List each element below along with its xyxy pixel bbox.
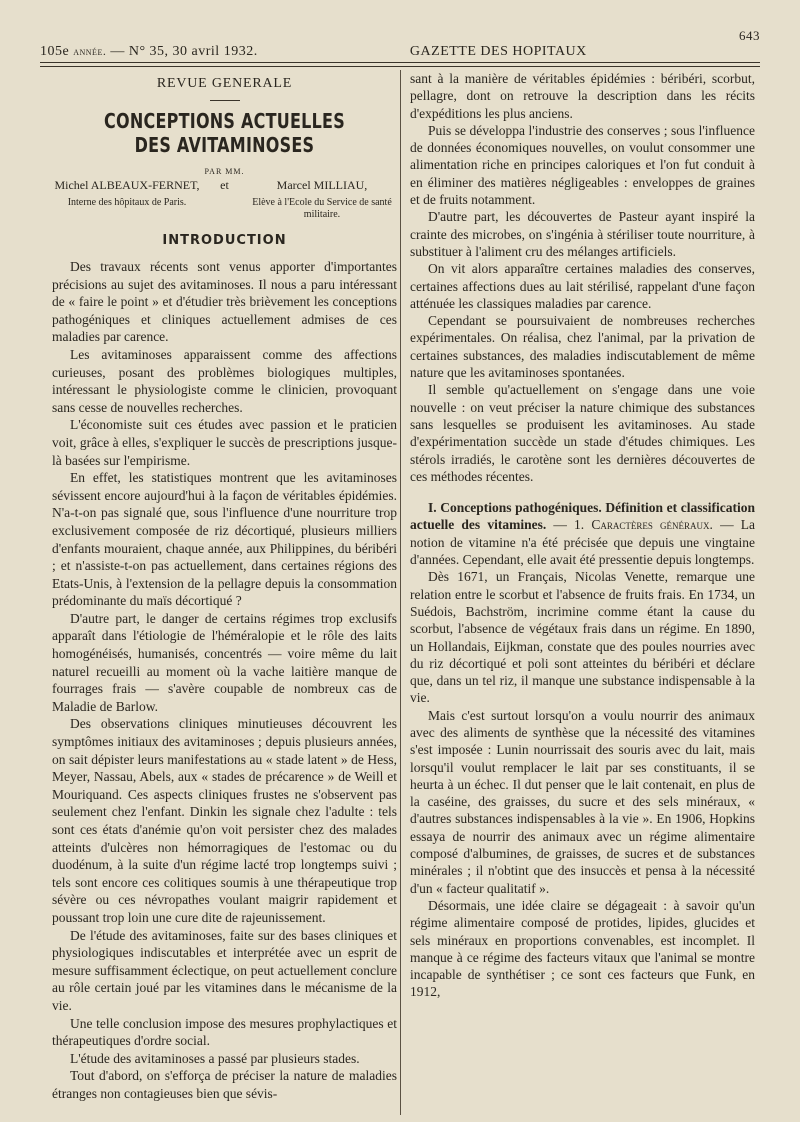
paragraph: Les avitaminoses apparaissent comme des affections curieuses, posant des problèmes biologiques multiples, intéressant le physiologiste comme le clinicien, provoquant sans cesse de nouvelles recherches. <box>52 346 397 415</box>
paragraph: D'autre part, le danger de certains régimes trop exclusifs apparaît dans l'étiologie de l'héméralopie et le rôle des laits homogénéisés, humanisés, concentrés — voire même du lait naturel recueilli au moment où la vache laitière manque de fourrages frais — s'avère coupable de nombreux cas de Maladie de Barlow. <box>52 610 397 714</box>
paragraph: L'étude des avitaminoses a passé par plusieurs stades. <box>70 1050 360 1066</box>
section-1-intro <box>410 499 755 568</box>
right-column <box>410 70 755 1001</box>
section-1-title: I. Conceptions pathogéniques. Définition et classification actuelle des vitamines. <box>410 500 755 533</box>
paragraph: Puis se développa l'industrie des conserves ; sous l'influence de données économiques nouvelles, on voulut consommer une alimentation riche en principes caloriques et l'on fut conduit à en éliminer des matières négligeables : enveloppes de graines et de fruits notamment. <box>410 122 755 208</box>
header-issue <box>40 44 258 60</box>
author-1-name: Michel ALBEAUX-FERNET, <box>54 178 200 192</box>
left-body <box>52 258 397 1103</box>
paragraph: On vit alors apparaître certaines maladies des conserves, certaines affections dues au lait stérilisé, rappelant d'une façon atténuée les classiques maladies par carence. <box>410 261 755 311</box>
paragraph: sant à la manière de véritables épidémies : béribéri, scorbut, pellagre, dont on retrouve la description dans les récits d'expéditions les plus anciens. <box>410 71 755 121</box>
header-volume: 105e <box>40 44 70 59</box>
paragraph: L'économiste suit ces études avec passion et le praticien voit, grâce à elles, s'expliquer le succès de prescriptions jusque-là basées sur l'empirisme. <box>52 417 397 468</box>
paragraph: Des travaux récents sont venus apporter d'importantes précisions au sujet des avitaminoses. Il nous a paru intéressant de « faire le point » et d'étudier très brièvement les conceptions pathogéniques et cliniques actuellement admises de ces maladies par carence. <box>52 259 397 345</box>
author-1 <box>52 178 202 221</box>
running-header <box>40 26 760 60</box>
author-2 <box>247 178 397 221</box>
header-rule-thick <box>40 62 760 63</box>
header-journal: GAZETTE DES HOPITAUX <box>409 44 587 59</box>
author-2-affiliation: Elève à l'Ecole du Service de santé militaire. <box>252 197 392 220</box>
left-column <box>52 70 397 1103</box>
section-1-lead: La notion de vitamine n'a été précisée que depuis une vingtaine d'années. Cependant, elle avait été pressentie depuis longtemps. <box>410 517 755 568</box>
paragraph: Cependant se poursuivaient de nombreuses recherches expérimentales. On réalisa, chez l'animal, par la privation de certaines substances, des maladies indiscutablement de même nature que les avitaminoses spontanées. <box>410 313 755 381</box>
author-2-name: Marcel MILLIAU, <box>276 178 368 192</box>
paragraph: Il semble qu'actuellement on s'engage dans une voie nouvelle : on veut préciser la nature chimique des substances sans lesquelles se produisent les avitaminoses. Au stade d'expérimentation succède un stade d'études chimiques. Les stérols irradiés, le carotène sont les dernières découvertes de ces méthodes récentes. <box>410 382 755 484</box>
author-conjunction: et <box>220 178 229 192</box>
by-label: PAR MM. <box>204 167 245 176</box>
article-title: CONCEPTIONS ACTUELLES DES AVITAMINOSES <box>104 109 345 157</box>
paragraph: De l'étude des avitaminoses, faite sur des bases cliniques et physiologiques indiscutables et interprétée avec un esprit de mesure suffisamment éclectique, on peut actuellement conclure au rôle certain joué par les vitamines dans le mécanisme de la vie. <box>52 927 397 1013</box>
paragraph: Une telle conclusion impose des mesures prophylactiques et thérapeutiques d'ordre social. <box>52 1015 397 1049</box>
section-spacer <box>410 485 755 499</box>
column-divider <box>400 70 401 1115</box>
section-label: REVUE GENERALE <box>156 76 293 91</box>
paragraph: Mais c'est surtout lorsqu'on a voulu nourrir des animaux avec des aliments de synthèse que la nécessité des vitamines s'est imposée : Lunin nourrissait des souris avec du lait, mais lorsqu'il voulut remplacer le lait par ses constituants, il se heurta à un échec. Il dut penser que le lait contenait, en plus de la caséine, des graisses, du sucre et des sels minéraux, « d'autres substances indispensables à la vie ». En 1906, Hopkins essaya de nourrir des animaux avec un régime alimentaire composé d'albumines, de graisses, de sucres et de substances minérales ; il n'obtint que des insuccès et pensa à la nécessité d'un « facteur qualitatif ». <box>410 707 755 896</box>
page-number: 643 <box>739 28 760 43</box>
title-rule <box>210 100 240 101</box>
paragraph: En effet, les statistiques montrent que les avitaminoses sévissent encore aujourd'hui à la façon de véritables épidémies. N'a-t-on pas signalé que, sous l'influence d'une nourriture trop exclusivement composée de riz décortiqué, plusieurs milliers d'enfants mouraient, chaque année, aux Philippines, du béribéri ; et n'assiste-t-on pas actuellement, dans certaines régions des Etats-Unis, à l'extension de la pellagre depuis la consommation prédominante du maïs décortiqué ? <box>52 470 397 609</box>
authors-block <box>52 178 397 221</box>
header-issue-date: — N° 35, 30 avril 1932. <box>110 44 258 59</box>
paragraph: Des observations cliniques minutieuses découvrent les symptômes initiaux des avitaminoses ; depuis plusieurs années, on sait dépister leurs manifestations au « stade latent » de Hess, Meyer, Nassau, Abels, aux « stades de précarence » de Weill et Mouriquand. Ces aspects cliniques frustes ne s'observent pas seulement chez l'enfant. Dinkin les signale chez l'adulte : tels sont ces états d'anémie qu'on voit persister chez des malades atteints d'ulcères non hémorragiques de l'estomac ou du duodénum, à la suite d'un régime lacté trop longtemps suivi ; tels sont encore ces colitiques soumis à une thérapeutique trop sévère ou ces névropathes voulant maigrir rapidement et poussant trop loin une cure dite de rajeunissement. <box>52 716 397 925</box>
author-1-affiliation: Interne des hôpitaux de Paris. <box>67 197 187 208</box>
paragraph: D'autre part, les découvertes de Pasteur ayant inspiré la crainte des microbes, on s'ingénia à stériliser toute nourriture, à substituer à l'aliment cru des mélanges artificiels. <box>410 209 755 259</box>
introduction-heading: INTRODUCTION <box>162 233 287 248</box>
header-rule-thin <box>40 66 760 67</box>
paragraph: Dès 1671, un Français, Nicolas Venette, remarque une relation entre le scorbut et l'absence de fruits frais. En 1734, un Suédois, Bachström, incrimine comme étant la cause du scorbut, l'absence de végétaux frais dans un régime. En 1890, un Hollandais, Eijkman, constate que des poules nourries avec du riz décortiqué et poli sont atteintes du béribéri et déclare que, dans un tel riz, il manque une substance indispensable à la vie. <box>410 569 755 706</box>
section-1-subsection: — 1. Caractères généraux. — <box>553 517 734 533</box>
paragraph: Tout d'abord, on s'efforça de préciser la nature de maladies étranges non contagieuses bien que sévis- <box>52 1068 397 1101</box>
paragraph: Désormais, une idée claire se dégageait : à savoir qu'un régime alimentaire composé de protides, lipides, glucides et sels minéraux en proportions convenables, est incomplet. Il manque à ce régime des facteurs vitaux que l'animal se montre incapable de synthétiser ; ce sont ces facteurs que Funk, en 1912, <box>410 897 755 1000</box>
header-annee: année. <box>73 44 107 58</box>
